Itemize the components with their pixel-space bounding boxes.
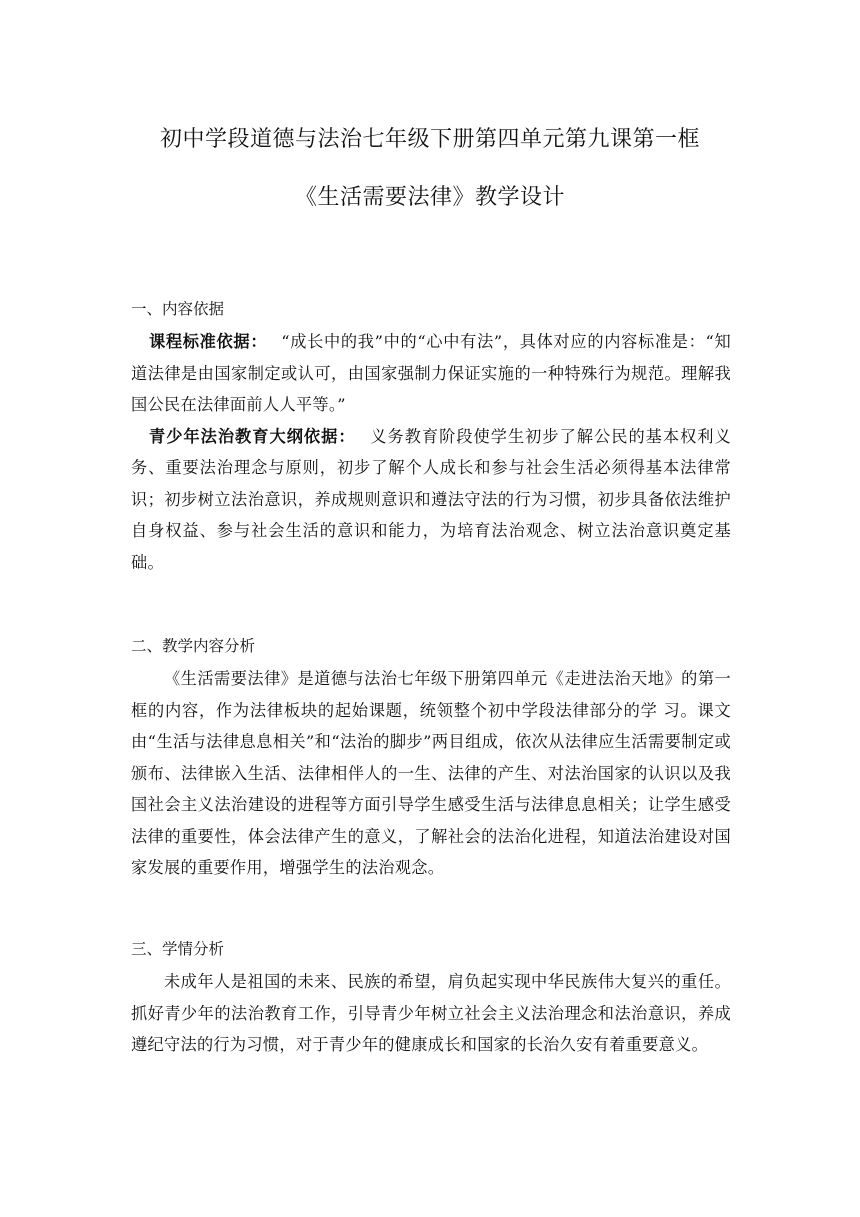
paragraph-label: 青少年法治教育大纲依据： <box>149 426 356 446</box>
paragraph-text: 《生活需要法律》是道德与法治七年级下册第四单元《走进法治天地》的第一框的内容，作为法律板块的起始课题，统领整个初中学段法律部分的学 习。课文由“生活与法律息息相关”和“法治的脚步”两目组成，依次从法律应生活需要制定或颁布、法律嵌入生活、法律相伴人的一生、法律的产生、对法治国家的认识以及我国社会主义法治建设的进程等方面引导学生感受生活与法律息息相关；让学生感受法律的重要性，体会法律产生的意义，了解社会的法治化进程，知道法治建设对国家发展的重要作用，增强学生的法治观念。 <box>131 669 731 877</box>
paragraph-text: “成长中的我”中的“心中有法”，具体对应的内容标准是：“知道法律是由国家制定或认可，由国家强制力保证实施的一种特殊行为规范。理解我国公民在法律面前人人平等。” <box>131 332 731 414</box>
section-heading: 一、内容依据 <box>131 300 225 318</box>
section-student-analysis <box>131 938 731 1061</box>
paragraph-text: 未成年人是祖国的未来、民族的希望，肩负起实现中华民族伟大复兴的重任。抓好青少年的法治教育工作，引导青少年树立社会主义法治理念和法治意识，养成遵纪守法的行为习惯，对于青少年的健康成长和国家的长治久安有着重要意义。 <box>131 972 731 1054</box>
paragraph-text: 义务教育阶段使学生初步了解公民的基本权利义务、重要法治理念与原则，初步了解个人成长和参与社会生活必须得基本法律常识；初步树立法治意识，养成规则意识和遵法守法的行为习惯，初步具备依法维护自身权益、参与社会生活的意识和能力，为培育法治观念、树立法治意识奠定基础。 <box>131 426 731 572</box>
paragraph-youth-legal-education <box>131 421 731 579</box>
section-heading: 二、教学内容分析 <box>131 637 256 655</box>
section-content-basis <box>131 298 731 578</box>
document-title-line-1: 初中学段道德与法治七年级下册第四单元第九课第一框 <box>159 127 700 152</box>
paragraph-curriculum-standard <box>131 326 731 421</box>
section-teaching-content-analysis <box>131 635 731 884</box>
section-heading: 三、学情分析 <box>131 940 225 958</box>
paragraph-label: 课程标准依据： <box>149 332 268 351</box>
document-title-line-2: 《生活需要法律》教学设计 <box>294 185 565 210</box>
